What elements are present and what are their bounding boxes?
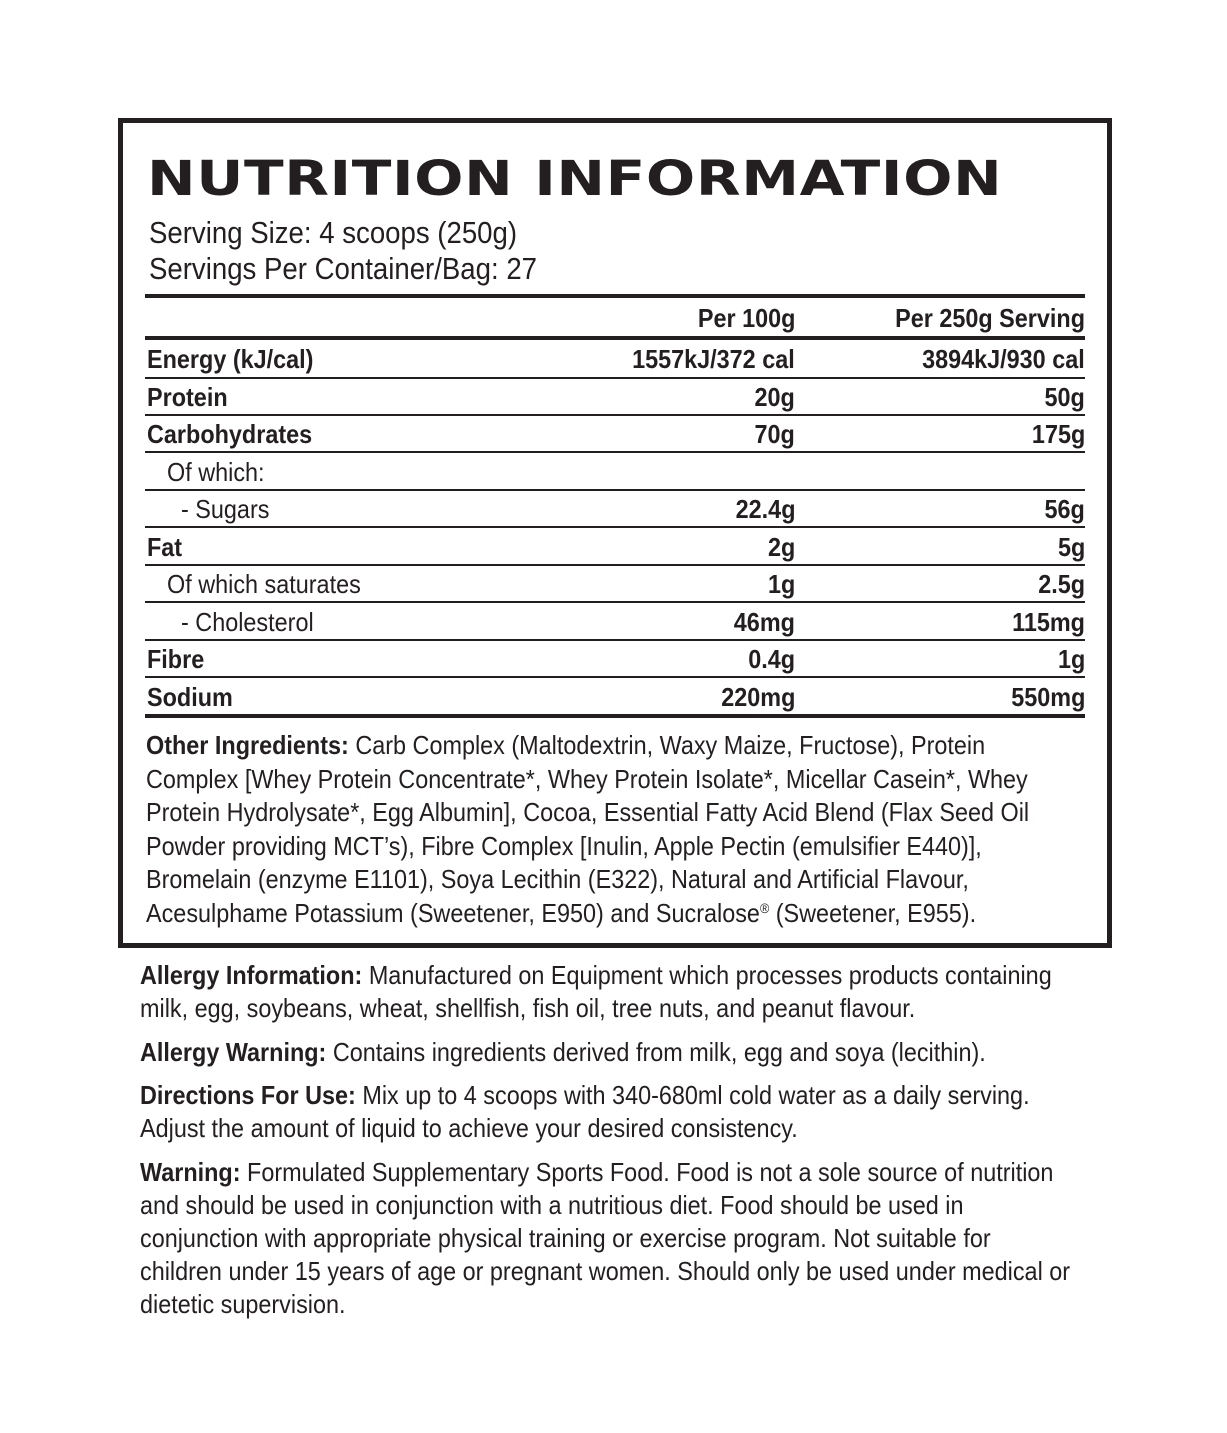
row-value-per-100g: 1557kJ/372 cal [632,344,795,374]
allergy-information-text: Manufactured on Equipment which processes products containing milk, egg, soybeans, wheat, shellfish, fish oil, tree nuts, and peanut flavour. [140,960,1052,1023]
ingredients-text: Carb Complex (Maltodextrin, Waxy Maize, Fructose), Protein Complex [Whey Protein Concentrate*, Whey Protein Isolate*, Micellar Casein*, Whey Protein Hydrolysate*, Egg Albumin], Cocoa, Essential Fatty Acid Blend (Flax Seed Oil Powder providing MCT’s), Fibre Complex [Inulin, Apple Pectin (emulsifier E440)], Bromelain (enzyme E1101), Soya Lecithin (E322), Natural and Artificial Flavour, Acesulphame Potassium (Sweetener, E950) and Sucralose [146,730,1030,928]
row-label: Protein [147,382,228,412]
row-value-per-100g: 46mg [733,607,795,637]
row-divider [145,451,1085,453]
panel-title: NUTRITION INFORMATION [147,151,1003,207]
table-row [145,604,1085,640]
row-label: Fibre [147,644,205,674]
directions-for-use [140,1079,1076,1145]
row-value-per-100g: 20g [754,382,795,412]
row-label: Sodium [147,682,233,712]
row-value-per-serving: 3894kJ/930 cal [922,344,1085,374]
allergy-information [140,959,1076,1025]
table-header-rule [145,336,1085,340]
warning [140,1156,1076,1321]
column-header-per-100g: Per 100g [697,303,795,333]
row-value-per-serving: 50g [1044,382,1085,412]
directions-text: Mix up to 4 scoops with 340-680ml cold water as a daily serving. Adjust the amount of liquid to achieve your desired consistency. [140,1080,1030,1143]
row-value-per-100g: 22.4g [735,494,795,524]
row-value-per-serving: 175g [1031,419,1085,449]
table-row [145,679,1085,715]
row-value-per-100g: 1g [767,569,795,599]
row-label: Of which: [167,457,265,487]
table-row [145,641,1085,677]
table-row [145,454,1085,490]
allergy-information-lead: Allergy Information: [140,960,363,990]
row-divider [145,526,1085,528]
row-value-per-100g: 0.4g [748,644,795,674]
serving-size: Serving Size: 4 scoops (250g) [149,215,518,250]
other-ingredients [146,729,1082,930]
servings-per-container: Servings Per Container/Bag: 27 [149,251,538,286]
row-value-per-serving: 5g [1057,532,1085,562]
table-row [145,566,1085,602]
row-label: Fat [147,532,183,562]
table-row [145,529,1085,565]
row-divider [145,676,1085,678]
row-value-per-serving: 115mg [1012,607,1085,637]
ingredients-text-end: (Sweetener, E955). [769,897,977,928]
row-value-per-serving: 56g [1044,494,1085,524]
registered-mark: ® [759,899,770,916]
row-value-per-100g: 220mg [720,682,795,712]
table-top-rule [145,294,1085,298]
row-value-per-serving: 1g [1057,644,1085,674]
warning-text: Formulated Supplementary Sports Food. Food is not a sole source of nutrition and should be used in conjunction with a nutritious diet. Food should be used in conjunction with appropriate physical training or exercise program. Not suitable for children under 15 years of age or pregnant women. Should only be used under medical or dietetic supervision. [140,1157,1071,1319]
allergy-warning-text: Contains ingredients derived from milk, egg and soya (lecithin). [326,1037,986,1067]
row-label: - Cholesterol [181,607,314,637]
table-row [145,416,1085,452]
row-value-per-serving: 550mg [1010,682,1085,712]
table-row [145,491,1085,527]
allergy-warning [140,1036,1076,1069]
directions-lead: Directions For Use: [140,1080,356,1110]
row-label: Energy (kJ/cal) [147,344,314,374]
row-divider [145,601,1085,603]
warning-lead: Warning: [140,1157,241,1187]
table-row [145,341,1085,377]
nutrition-panel [118,118,1112,948]
table-bottom-rule [145,714,1085,718]
row-value-per-serving: 2.5g [1038,569,1085,599]
column-header-per-serving: Per 250g Serving [895,303,1085,333]
row-value-per-100g: 2g [767,532,795,562]
allergy-warning-lead: Allergy Warning: [140,1037,327,1067]
row-label: - Sugars [181,494,270,524]
table-header [145,300,1085,336]
row-label: Carbohydrates [147,419,313,449]
ingredients-lead: Other Ingredients: [146,730,349,760]
row-label: Of which saturates [167,569,361,599]
table-row [145,379,1085,415]
row-value-per-100g: 70g [754,419,795,449]
